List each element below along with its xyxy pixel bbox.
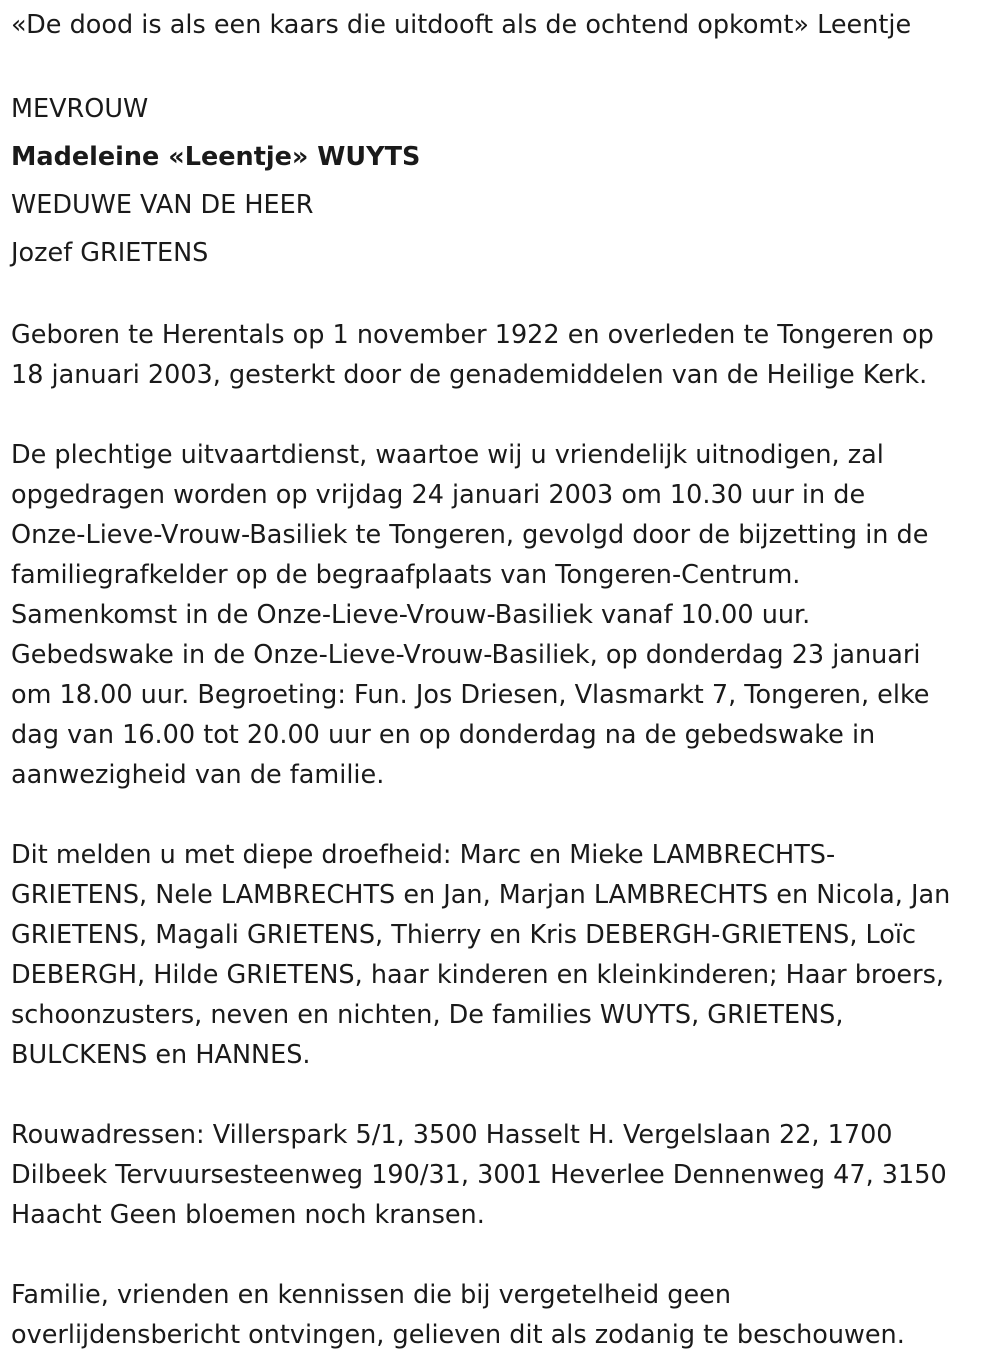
paragraph-line: overlijdensbericht ontvingen, gelieven dit als zodanig te beschouwen. [11, 1320, 905, 1350]
paragraph-line: Onze-Lieve-Vrouw-Basiliek te Tongeren, gevolgd door de bijzetting in de [11, 520, 929, 550]
spacer [11, 1235, 991, 1275]
title-prefix: MEVROUW [11, 94, 149, 124]
paragraph-line: Geboren te Herentals op 1 november 1922 en overleden te Tongeren op [11, 320, 934, 350]
spacer [11, 795, 991, 835]
paragraph-line: Rouwadressen: Villerspark 5/1, 3500 Hasselt H. Vergelslaan 22, 1700 [11, 1120, 893, 1150]
spacer [11, 45, 991, 85]
paragraph-line: 18 januari 2003, gesterkt door de genademiddelen van de Heilige Kerk. [11, 360, 928, 390]
spacer [11, 277, 991, 315]
paragraph-line: opgedragen worden op vrijdag 24 januari 2003 om 10.30 uur in de [11, 480, 866, 510]
obituary-header [11, 85, 991, 277]
paragraph-line: De plechtige uitvaartdienst, waartoe wij u vriendelijk uitnodigen, zal [11, 440, 884, 470]
spouse-name: Jozef GRIETENS [11, 238, 209, 268]
paragraph-line: Familie, vrienden en kennissen die bij vergetelheid geen [11, 1280, 731, 1310]
paragraph-line: BULCKENS en HANNES. [11, 1040, 311, 1070]
spacer [11, 395, 991, 435]
paragraph-line: familiegrafkelder op de begraafplaats van Tongeren-Centrum. [11, 560, 801, 590]
memorial-quote: «De dood is als een kaars die uitdooft als de ochtend opkomt» Leentje [11, 10, 912, 40]
paragraph-line: dag van 16.00 tot 20.00 uur en op donderdag na de gebedswake in [11, 720, 876, 750]
obituary-document [11, 0, 991, 1355]
paragraph-line: Samenkomst in de Onze-Lieve-Vrouw-Basiliek vanaf 10.00 uur. [11, 600, 811, 630]
paragraph-line: GRIETENS, Magali GRIETENS, Thierry en Kris DEBERGH-GRIETENS, Loïc [11, 920, 917, 950]
paragraph-line: schoonzusters, neven en nichten, De families WUYTS, GRIETENS, [11, 1000, 844, 1030]
deceased-name: Madeleine «Leentje» WUYTS [11, 142, 421, 172]
spacer [11, 1075, 991, 1115]
paragraph-line: Dilbeek Tervuursesteenweg 190/31, 3001 Heverlee Dennenweg 47, 3150 [11, 1160, 947, 1190]
birth-death-paragraph [11, 315, 991, 395]
paragraph-line: aanwezigheid van de familie. [11, 760, 385, 790]
paragraph-line: om 18.00 uur. Begroeting: Fun. Jos Driesen, Vlasmarkt 7, Tongeren, elke [11, 680, 930, 710]
family-paragraph [11, 835, 991, 1075]
paragraph-line: DEBERGH, Hilde GRIETENS, haar kinderen en kleinkinderen; Haar broers, [11, 960, 944, 990]
paragraph-line: Gebedswake in de Onze-Lieve-Vrouw-Basiliek, op donderdag 23 januari [11, 640, 921, 670]
relation-line: WEDUWE VAN DE HEER [11, 190, 314, 220]
service-paragraph [11, 435, 991, 795]
addresses-paragraph [11, 1115, 991, 1235]
paragraph-line: Dit melden u met diepe droefheid: Marc en Mieke LAMBRECHTS- [11, 840, 836, 870]
paragraph-line: GRIETENS, Nele LAMBRECHTS en Jan, Marjan LAMBRECHTS en Nicola, Jan [11, 880, 951, 910]
closing-paragraph [11, 1275, 991, 1355]
paragraph-line: Haacht Geen bloemen noch kransen. [11, 1200, 485, 1230]
